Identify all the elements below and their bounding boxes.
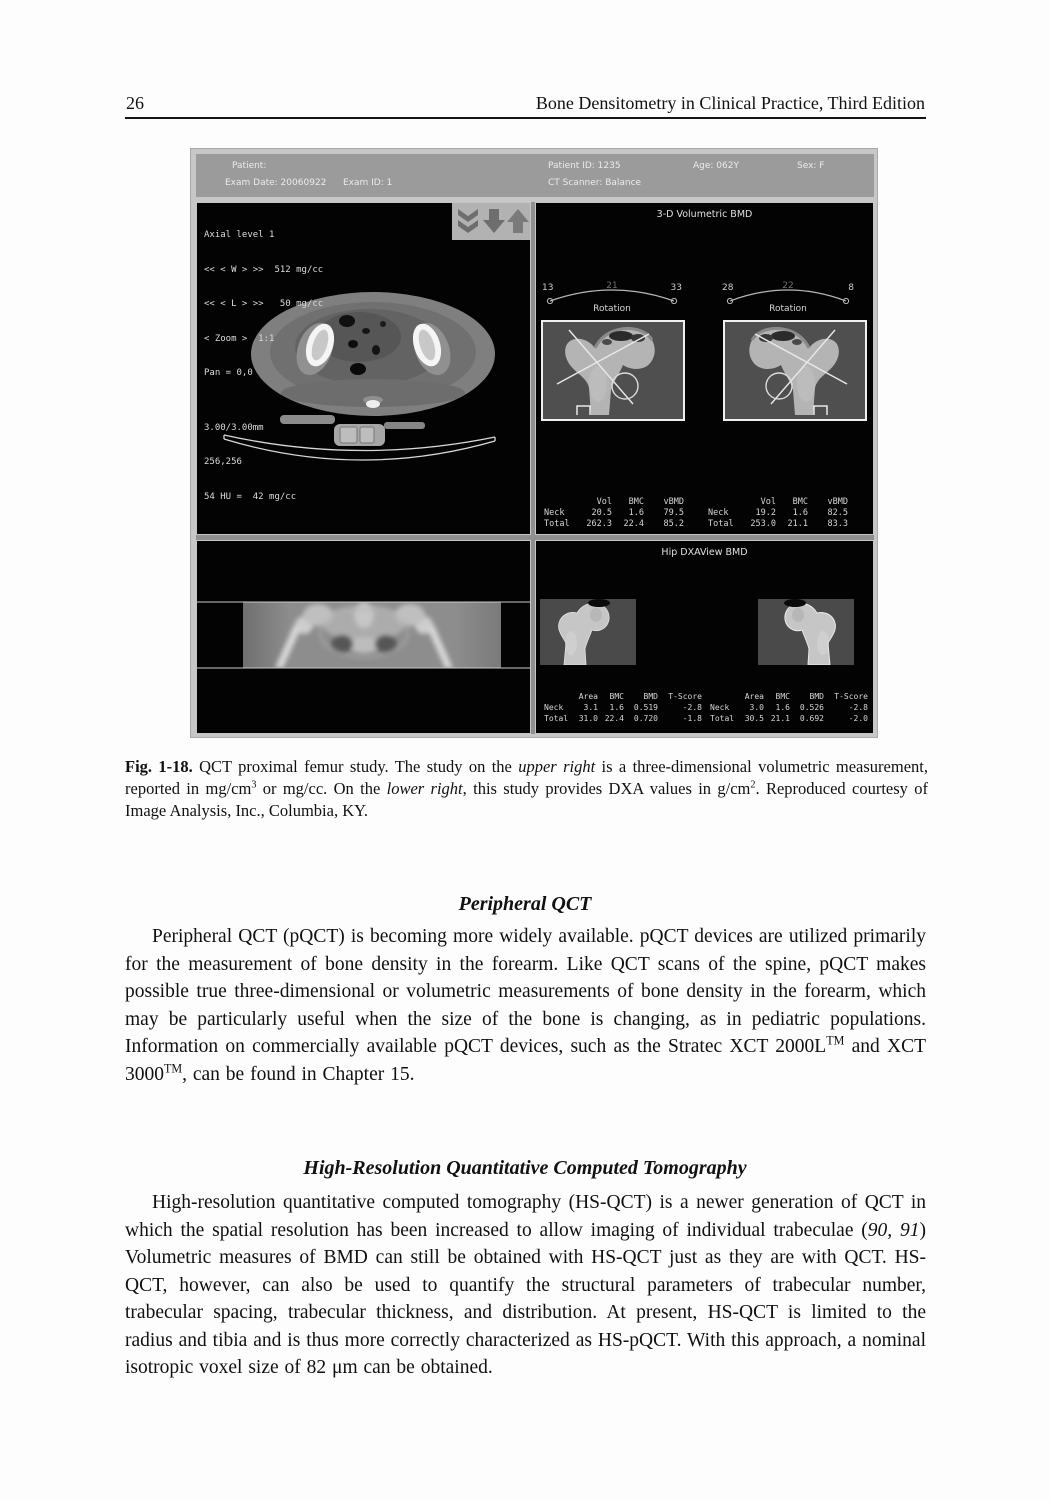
- col-header-bmd: BMD: [643, 692, 658, 701]
- table-row: Neck 20.5 1.6 79.5: [544, 508, 684, 518]
- rotation-end-angle: 8: [848, 283, 854, 293]
- col-header-bmc: BMC: [609, 692, 624, 701]
- femur-3d-render-image: [725, 322, 861, 415]
- col-header-vbmd: vBMD: [827, 497, 848, 507]
- dxa-panel-title: Hip DXAView BMD: [661, 547, 748, 558]
- table-header-row: [544, 497, 684, 508]
- rotation-current-angle: 22: [782, 281, 794, 291]
- coronal-projection-image: [197, 541, 530, 733]
- femur-3d-render-left: [541, 320, 685, 421]
- slice-navigation-controls: [452, 203, 530, 240]
- rotation-current-angle: 21: [606, 281, 618, 291]
- pan-readout: Pan = 0,0: [204, 368, 253, 378]
- dxa-table-left: [544, 691, 702, 724]
- col-header-tscore: T-Score: [668, 692, 702, 701]
- section-heading-hs-qct: High-Resolution Quantitative Computed Tomography: [303, 1157, 747, 1179]
- rotation-label: Rotation: [593, 304, 631, 314]
- rotation-label: Rotation: [769, 304, 807, 314]
- axial-level-label: Axial level 1: [204, 230, 275, 240]
- table-row: Total 31.0 22.4 0.720 -1.8: [544, 714, 702, 723]
- volumetric-table-right: [708, 497, 848, 530]
- col-header-area: Area: [744, 692, 764, 701]
- rotation-widget-left: [542, 275, 682, 319]
- peripheral-qct-paragraph: Peripheral QCT (pQCT) is becoming more widely available. pQCT devices are utilized primarily for the measurement of bone density in the forearm. Like QCT scans of the spine, pQCT makes possible true three-dimensional or volumetric measurements of bone density in the forearm, which may be particularly useful when the size of the bone is changing, as in pediatric populations. Information on commercially available pQCT devices, such as the Stratec XCT 2000L™ and XCT 3000™, can be found in Chapter 15.: [125, 926, 926, 1085]
- table-row: Neck 19.2 1.6 82.5: [708, 508, 848, 518]
- running-header-title: Bone Densitometry in Clinical Practice, Third Edition: [535, 93, 925, 113]
- col-header-bmc: BMC: [628, 497, 644, 507]
- window-control: << < W > >> 512 mg/cc: [204, 264, 324, 275]
- table-row: Total 253.0 21.1 83.3: [708, 519, 848, 529]
- table-header-row: [710, 691, 868, 702]
- slice-info-overlay: [204, 400, 296, 527]
- patient-info-bar: [196, 154, 874, 197]
- table-header-row: [708, 497, 848, 508]
- coronal-projection-panel: [196, 540, 531, 734]
- slice-navigation-icons: [452, 203, 530, 240]
- arrow-down-icon: [483, 209, 505, 233]
- table-row: Total 30.5 21.1 0.692 -2.0: [710, 714, 868, 723]
- slice-thickness: 3.00/3.00mm: [204, 422, 264, 433]
- col-header-vol: Vol: [760, 497, 776, 507]
- col-header-vbmd: vBMD: [663, 497, 684, 507]
- exam-id: Exam ID: 1: [343, 178, 393, 188]
- dxa-femur-image: [758, 599, 854, 665]
- col-header-vol: Vol: [596, 497, 612, 507]
- ct-scanner: CT Scanner: Balance: [548, 178, 642, 188]
- table-row: Total 262.3 22.4 85.2: [544, 519, 684, 529]
- section-heading-peripheral-qct: Peripheral QCT: [458, 893, 592, 915]
- col-header-bmd: BMD: [809, 692, 824, 701]
- volumetric-table-left: [544, 497, 684, 530]
- femur-3d-render-image: [543, 322, 679, 415]
- exam-date: Exam Date: 20060922: [225, 178, 327, 188]
- window-level-overlay: [204, 207, 323, 403]
- volumetric-panel-title: 3-D Volumetric BMD: [656, 209, 753, 220]
- figure-1-18-screenshot: [190, 148, 878, 738]
- hs-qct-paragraph: High-resolution quantitative computed tomography (HS-QCT) is a newer generation of QCT in which the spatial resolution has been increased to allow imaging of individual trabeculae (90, 91) Volumetric measures of BMD can still be obtained with HS-QCT just as they are with QCT. HS-QCT, however, can also be used to quantify the structural parameters of trabecular number, trabecular spacing, trabecular thickness, and distribution. At present, HS-QCT is limited to the radius and tibia and is thus more correctly characterized as HS-pQCT. With this approach, a nominal isotropic voxel size of 82 μm can be obtained.: [125, 1192, 926, 1378]
- matrix-size: 256,256: [204, 457, 242, 467]
- patient-label: Patient:: [232, 161, 267, 171]
- level-control: << < L > >> 50 mg/cc: [204, 299, 324, 309]
- table-header-row: [544, 691, 702, 702]
- volumetric-bmd-panel: [535, 202, 874, 535]
- page-number: 26: [126, 93, 144, 113]
- arrow-up-icon: [507, 209, 529, 233]
- patient-id: Patient ID: 1235: [548, 161, 621, 171]
- patient-age: Age: 062Y: [693, 161, 739, 171]
- dxa-femur-image: [540, 599, 636, 665]
- femur-3d-render-right: [723, 320, 867, 421]
- table-row: Neck 3.0 1.6 0.526 -2.8: [710, 703, 868, 712]
- dxa-table-right: [710, 691, 868, 724]
- col-header-area: Area: [578, 692, 598, 701]
- hu-readout: 54 HU = 42 mg/cc: [204, 491, 297, 502]
- col-header-bmc: BMC: [792, 497, 808, 507]
- table-row: Neck 3.1 1.6 0.519 -2.8: [544, 703, 702, 712]
- hip-dxaview-panel: [535, 540, 874, 734]
- patient-sex: Sex: F: [797, 161, 825, 171]
- axial-ct-panel: [196, 202, 531, 535]
- rotation-end-angle: 33: [670, 283, 682, 293]
- rotation-start-angle: 28: [722, 283, 734, 293]
- col-header-bmc: BMC: [775, 692, 790, 701]
- rotation-start-angle: 13: [542, 283, 554, 293]
- caption-figure-label: Fig. 1-18.: [125, 757, 193, 776]
- dxa-femur-image-right: [758, 599, 854, 665]
- double-chevron-down-icon: [458, 209, 478, 233]
- rotation-widget-right: [722, 275, 854, 319]
- figure-caption: Fig. 1-18. QCT proximal femur study. The study on the upper right is a three-dimensional volumetric measurement, reported in $mg/cm^3$ or mg/cc. On the lower right, this study provides DXA values in $g/cm^2$. Reproduced courtesy of Image Analysis, Inc., Columbia, KY.: [125, 757, 928, 820]
- dxa-femur-image-left: [540, 599, 636, 665]
- header-rule: [125, 117, 926, 119]
- zoom-control: < Zoom > 1:1: [204, 333, 275, 344]
- col-header-tscore: T-Score: [834, 692, 868, 701]
- viewer-panels: [196, 202, 874, 734]
